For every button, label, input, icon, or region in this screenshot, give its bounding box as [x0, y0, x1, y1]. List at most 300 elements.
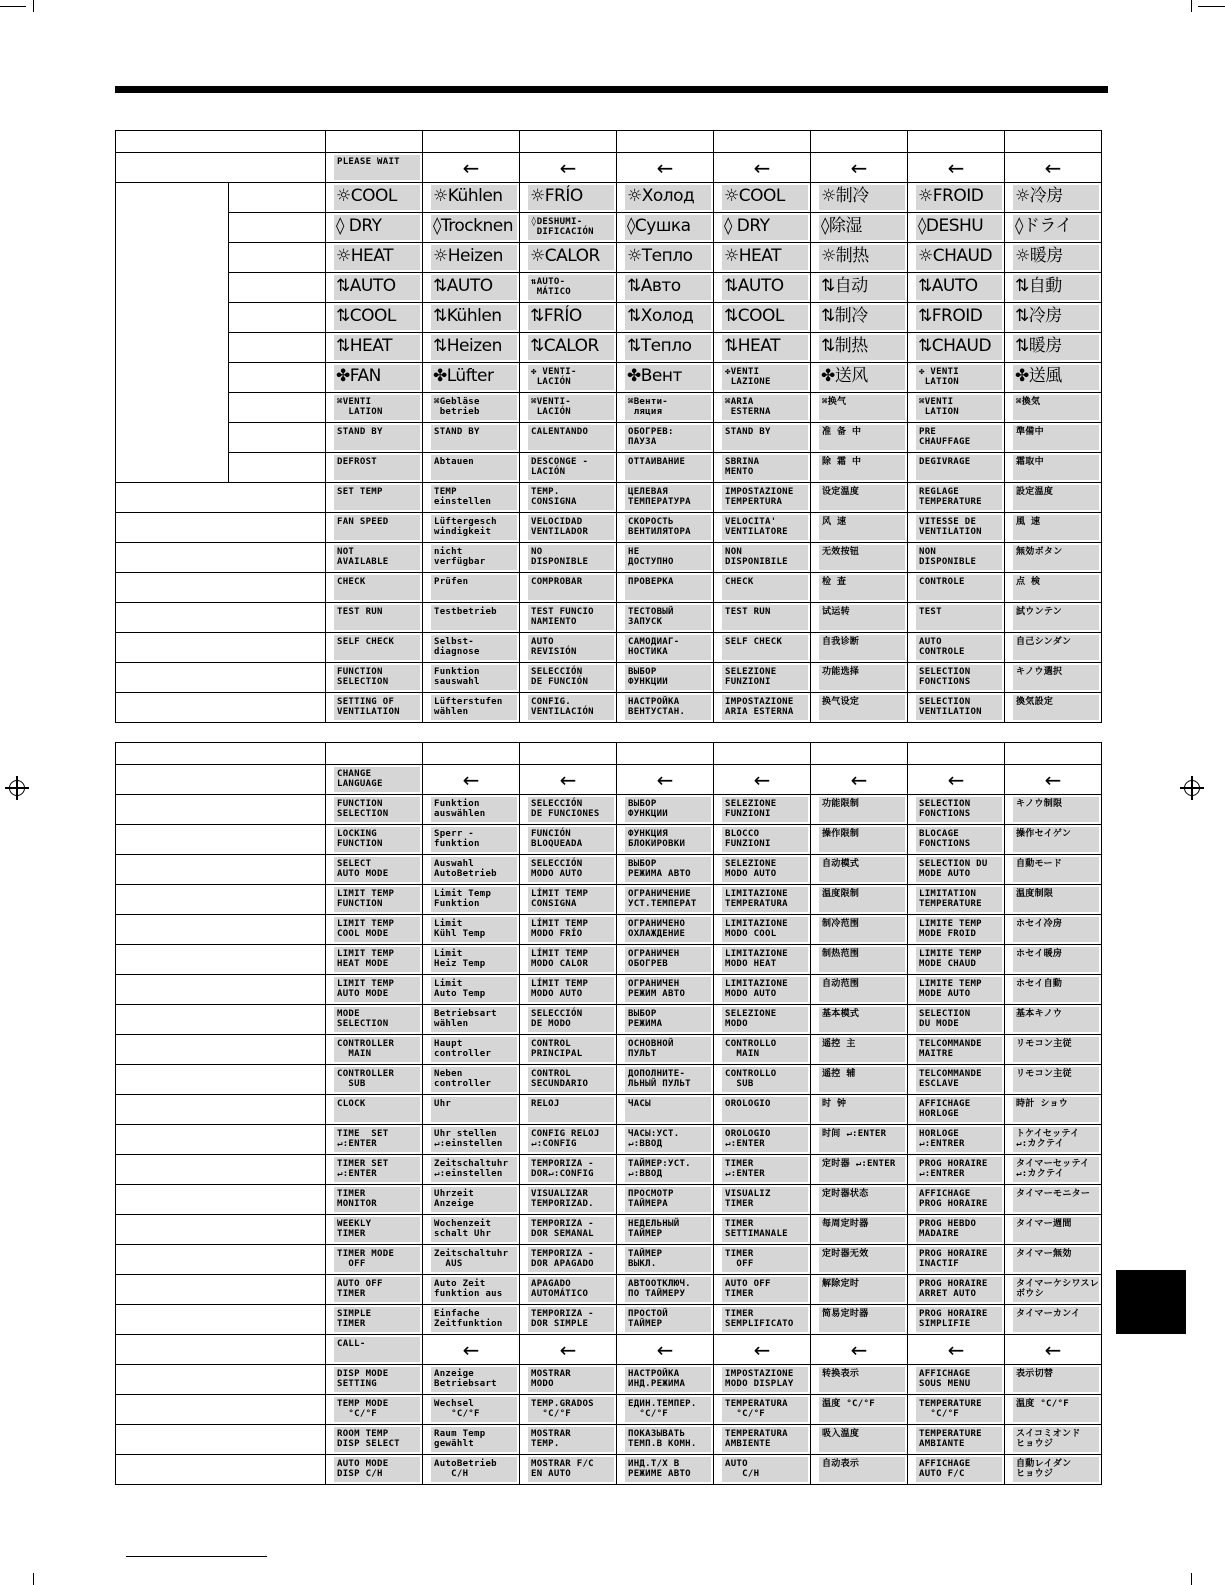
language-cell: [1005, 663, 1102, 693]
language-cell: [714, 663, 811, 693]
lcd-display-text: ROOM TEMP DISP SELECT: [334, 1427, 420, 1452]
language-cell: [423, 573, 520, 603]
row-label-cell: [116, 1275, 326, 1305]
lcd-display-text: CONTROLE: [916, 575, 1002, 600]
language-cell: [326, 573, 423, 603]
language-cell: [617, 795, 714, 825]
lcd-display-text: ☼CHAUD: [916, 245, 1002, 270]
row-label-cell: [116, 795, 326, 825]
language-cell: [714, 333, 811, 363]
table-row: [116, 795, 1102, 825]
language-cell: [811, 243, 908, 273]
language-cell: [811, 183, 908, 213]
language-cell: [811, 603, 908, 633]
language-cell: [326, 1245, 423, 1275]
lcd-display-text: 试运转: [819, 605, 905, 630]
lcd-display-text: TEST: [916, 605, 1002, 630]
lcd-display-text: ЧАСЫ:УСТ. ↵:ВВОД: [625, 1127, 711, 1152]
lcd-display-text: ПОКАЗЫВАТЬ ТЕМП.В КОМН.: [625, 1427, 711, 1452]
language-cell: [1005, 153, 1102, 183]
language-cell: [811, 393, 908, 423]
table-row: [116, 1215, 1102, 1245]
lcd-display-text: LIMITE TEMP MODE FROID: [916, 917, 1002, 942]
lcd-display-text: 设定温度: [819, 485, 905, 510]
row-sublabel-cell: [229, 393, 326, 423]
language-cell: [617, 1245, 714, 1275]
crop-mark-bl-v: [33, 1573, 34, 1585]
lcd-display-text: Limit Auto Temp: [431, 977, 517, 1002]
language-cell: [714, 1155, 811, 1185]
lcd-display-text: Lüftergesch windigkeit: [431, 515, 517, 540]
language-cell: [714, 693, 811, 723]
lcd-display-text: ⇅Авто: [625, 275, 711, 300]
lcd-display-text: CHECK: [334, 575, 420, 600]
language-cell: [1005, 273, 1102, 303]
language-cell: [1005, 573, 1102, 603]
language-cell: [714, 1215, 811, 1245]
lcd-display-text: AUTO MODE DISP C/H: [334, 1457, 420, 1482]
lcd-display-text: НЕДЕЛЬНЫЙ ТАЙМЕР: [625, 1217, 711, 1242]
language-cell: [520, 1005, 617, 1035]
header-language-cell: [617, 743, 714, 765]
lcd-display-text: OROLOGIO: [722, 1097, 808, 1122]
lcd-display-text: Testbetrieb: [431, 605, 517, 630]
language-cell: [714, 1035, 811, 1065]
lcd-display-text: 定时器 ↵:ENTER: [819, 1157, 905, 1182]
lcd-display-text: ⌘Gebläse betrieb: [431, 395, 517, 420]
lcd-display-text: 定时器无效: [819, 1247, 905, 1272]
language-cell: [423, 183, 520, 213]
language-cell: [811, 1095, 908, 1125]
lcd-display-text: Anzeige Betriebsart: [431, 1367, 517, 1392]
language-cell: [811, 915, 908, 945]
header-language-cell: [714, 743, 811, 765]
language-cell: [811, 885, 908, 915]
lcd-display-text: ⌘VENTI LATION: [916, 395, 1002, 420]
lcd-display-text: VITESSE DE VENTILATION: [916, 515, 1002, 540]
lcd-display-text: ☼Heizen: [431, 245, 517, 270]
language-cell: [714, 153, 811, 183]
lcd-display-text: ✤送風: [1013, 365, 1099, 390]
lcd-display-text: SELECTION DU MODE AUTO: [916, 857, 1002, 882]
lcd-display-text: ☼制热: [819, 245, 905, 270]
lcd-display-text: Einfache Zeitfunktion: [431, 1307, 517, 1332]
language-cell: [326, 213, 423, 243]
language-cell: [1005, 1335, 1102, 1365]
language-cell: [423, 795, 520, 825]
lcd-display-text: Funktion auswählen: [431, 797, 517, 822]
language-cell: [811, 213, 908, 243]
lcd-display-text: CALL-: [334, 1337, 420, 1362]
language-cell: [423, 1005, 520, 1035]
language-cell: [908, 945, 1005, 975]
language-cell: [811, 1245, 908, 1275]
language-cell: [908, 243, 1005, 273]
lcd-display-text: 自动表示: [819, 1457, 905, 1482]
header-language-cell: [423, 131, 520, 153]
language-cell: [423, 1365, 520, 1395]
language-cell: [908, 273, 1005, 303]
language-cell: [326, 1305, 423, 1335]
language-cell: [423, 693, 520, 723]
header-language-cell: [423, 743, 520, 765]
language-cell: [520, 885, 617, 915]
lcd-display-text: スイコミオンド ヒョウジ: [1013, 1427, 1099, 1452]
lcd-display-text: LIMITE TEMP MODE CHAUD: [916, 947, 1002, 972]
lcd-display-text: BLOCAGE FONCTIONS: [916, 827, 1002, 852]
lcd-display-text: Zeitschaltuhr AUS: [431, 1247, 517, 1272]
crop-mark-tl-v: [33, 0, 34, 12]
language-cell: [1005, 1005, 1102, 1035]
same-as-english-arrow-icon: ←: [753, 767, 771, 792]
language-cell: [423, 243, 520, 273]
language-cell: [617, 303, 714, 333]
lcd-display-text: 遥控 辅: [819, 1067, 905, 1092]
row-sublabel-cell: [229, 273, 326, 303]
language-cell: [908, 1035, 1005, 1065]
same-as-english-arrow-icon: ←: [850, 1337, 868, 1362]
language-cell: [811, 153, 908, 183]
language-cell: [1005, 1455, 1102, 1485]
lcd-display-text: ⇅Kühlen: [431, 305, 517, 330]
row-label-cell: [116, 975, 326, 1005]
lcd-display-text: Auswahl AutoBetrieb: [431, 857, 517, 882]
crop-mark-tl-h: [0, 6, 26, 7]
lcd-display-text: ⇅CHAUD: [916, 335, 1002, 360]
language-cell: [520, 945, 617, 975]
language-cell: [1005, 975, 1102, 1005]
header-language-cell: [908, 131, 1005, 153]
language-cell: [617, 543, 714, 573]
language-cell: [326, 1065, 423, 1095]
language-cell: [326, 795, 423, 825]
lcd-display-text: LIMITAZIONE MODO COOL: [722, 917, 808, 942]
lcd-display-text: ЧАСЫ: [625, 1097, 711, 1122]
language-cell: [811, 795, 908, 825]
same-as-english-arrow-icon: ←: [850, 155, 868, 180]
language-cell: [811, 1155, 908, 1185]
lcd-display-text: 風 速: [1013, 515, 1099, 540]
language-cell: [326, 825, 423, 855]
language-cell: [1005, 693, 1102, 723]
language-cell: [423, 1215, 520, 1245]
language-cell: [423, 1395, 520, 1425]
lcd-display-text: IMPOSTAZIONE ARIA ESTERNA: [722, 695, 808, 720]
language-cell: [1005, 633, 1102, 663]
language-cell: [908, 1335, 1005, 1365]
language-cell: [520, 1335, 617, 1365]
lcd-display-text: 時計 ショウ: [1013, 1097, 1099, 1122]
language-cell: [520, 213, 617, 243]
lcd-display-text: Uhr: [431, 1097, 517, 1122]
language-cell: [908, 633, 1005, 663]
lcd-display-text: TEMPORIZA - DOR↵:CONFIG: [528, 1157, 614, 1182]
table-row: [116, 303, 1102, 333]
language-cell: [423, 663, 520, 693]
lcd-display-text: Sperr - funktion: [431, 827, 517, 852]
language-cell: [423, 1425, 520, 1455]
row-label-cell: [116, 483, 326, 513]
lcd-display-text: ⇅自動: [1013, 275, 1099, 300]
row-label-cell: [116, 1095, 326, 1125]
language-cell: [908, 765, 1005, 795]
language-cell: [811, 1335, 908, 1365]
lcd-display-text: CHANGE LANGUAGE: [334, 767, 420, 792]
lcd-display-text: ◊除湿: [819, 215, 905, 240]
table-row: [116, 1095, 1102, 1125]
language-cell: [714, 243, 811, 273]
language-cell: [520, 1245, 617, 1275]
language-cell: [811, 693, 908, 723]
language-cell: [811, 825, 908, 855]
row-label-cell: [116, 1065, 326, 1095]
same-as-english-arrow-icon: ←: [656, 155, 674, 180]
lcd-display-text: SET TEMP: [334, 485, 420, 510]
language-cell: [617, 513, 714, 543]
lcd-display-text: STAND BY: [722, 425, 808, 450]
language-cell: [617, 1275, 714, 1305]
row-sublabel-cell: [229, 303, 326, 333]
lcd-display-text: Haupt controller: [431, 1037, 517, 1062]
lcd-display-text: 温度制限: [1013, 887, 1099, 912]
language-cell: [423, 825, 520, 855]
language-cell: [520, 1275, 617, 1305]
language-cell: [714, 363, 811, 393]
lcd-display-text: TEST RUN: [334, 605, 420, 630]
lcd-display-text: MODE SELECTION: [334, 1007, 420, 1032]
language-cell: [617, 153, 714, 183]
lcd-display-text: RELOJ: [528, 1097, 614, 1122]
language-cell: [423, 975, 520, 1005]
lcd-display-text: ◊ドライ: [1013, 215, 1099, 240]
lcd-display-text: ⇅AUTO: [334, 275, 420, 300]
language-cell: [423, 303, 520, 333]
lcd-display-text: Limit Heiz Temp: [431, 947, 517, 972]
language-cell: [423, 1125, 520, 1155]
language-cell: [811, 1425, 908, 1455]
lcd-display-text: COMPROBAR: [528, 575, 614, 600]
language-cell: [714, 1395, 811, 1425]
language-cell: [811, 363, 908, 393]
lcd-display-text: CONFIG. VENTILACIÓN: [528, 695, 614, 720]
table-row: [116, 1365, 1102, 1395]
language-cell: [908, 333, 1005, 363]
same-as-english-arrow-icon: ←: [753, 155, 771, 180]
table-row: [116, 333, 1102, 363]
lcd-display-text: LIMIT TEMP FUNCTION: [334, 887, 420, 912]
lcd-display-text: TIMER OFF: [722, 1247, 808, 1272]
lcd-display-text: SELECCIÓN DE FUNCIÓN: [528, 665, 614, 690]
lcd-display-text: LIMITATION TEMPERATURE: [916, 887, 1002, 912]
language-cell: [326, 855, 423, 885]
lcd-display-text: TIMER SEMPLIFICATO: [722, 1307, 808, 1332]
lcd-display-text: ОБОГРЕВ: ПАУЗА: [625, 425, 711, 450]
table-row: [116, 975, 1102, 1005]
language-cell: [423, 333, 520, 363]
lcd-display-text: 检 查: [819, 575, 905, 600]
lcd-display-text: Uhrzeit Anzeige: [431, 1187, 517, 1212]
lcd-display-text: ✤送风: [819, 365, 905, 390]
language-cell: [811, 1305, 908, 1335]
lcd-display-text: ⌘VENTI LATION: [334, 395, 420, 420]
language-cell: [617, 945, 714, 975]
lcd-display-text: ⇅暖房: [1013, 335, 1099, 360]
language-cell: [520, 663, 617, 693]
table-row: [116, 1275, 1102, 1305]
language-cell: [908, 183, 1005, 213]
language-cell: [714, 1125, 811, 1155]
lcd-display-text: ☼Холод: [625, 185, 711, 210]
language-cell: [423, 1305, 520, 1335]
language-cell: [811, 513, 908, 543]
language-cell: [423, 765, 520, 795]
language-cell: [908, 1455, 1005, 1485]
language-cell: [811, 333, 908, 363]
lcd-display-text: タイマー無効: [1013, 1247, 1099, 1272]
language-cell: [1005, 303, 1102, 333]
language-cell: [714, 1095, 811, 1125]
language-cell: [520, 153, 617, 183]
language-cell: [714, 1065, 811, 1095]
lcd-display-text: CLOCK: [334, 1097, 420, 1122]
lcd-display-text: 温度限制: [819, 887, 905, 912]
header-label-cell: [116, 131, 326, 153]
lcd-display-text: 无效按钮: [819, 545, 905, 570]
lcd-display-text: 自动模式: [819, 857, 905, 882]
lcd-display-text: CONTROLLO SUB: [722, 1067, 808, 1092]
lcd-display-text: DISP MODE SETTING: [334, 1367, 420, 1392]
lcd-display-text: 解除定时: [819, 1277, 905, 1302]
language-cell: [520, 795, 617, 825]
language-cell: [1005, 945, 1102, 975]
table-row: [116, 363, 1102, 393]
language-cell: [811, 663, 908, 693]
lcd-display-text: LIMITAZIONE MODO AUTO: [722, 977, 808, 1002]
same-as-english-arrow-icon: ←: [656, 1337, 674, 1362]
language-cell: [908, 1275, 1005, 1305]
language-cell: [714, 855, 811, 885]
lcd-display-text: ☼冷房: [1013, 185, 1099, 210]
language-cell: [326, 693, 423, 723]
language-cell: [908, 213, 1005, 243]
language-cell: [326, 603, 423, 633]
lcd-display-text: ✤Вент: [625, 365, 711, 390]
language-cell: [1005, 885, 1102, 915]
same-as-english-arrow-icon: ←: [656, 767, 674, 792]
language-cell: [520, 855, 617, 885]
lcd-display-text: НАСТРОЙКА ИНД.РЕЖИМА: [625, 1367, 711, 1392]
lcd-display-text: ⇅自动: [819, 275, 905, 300]
language-cell: [617, 1365, 714, 1395]
language-cell: [617, 693, 714, 723]
language-cell: [423, 543, 520, 573]
table-header-row: [116, 743, 1102, 765]
language-cell: [1005, 1365, 1102, 1395]
lcd-display-text: LIMITAZIONE MODO HEAT: [722, 947, 808, 972]
lcd-display-text: ホセイ暖房: [1013, 947, 1099, 972]
language-cell: [1005, 1125, 1102, 1155]
lcd-display-text: ВЫБОР ФУНКЦИИ: [625, 665, 711, 690]
language-cell: [617, 633, 714, 663]
language-cell: [326, 945, 423, 975]
language-cell: [617, 1095, 714, 1125]
table-row: [116, 1395, 1102, 1425]
lcd-display-text: ☼HEAT: [334, 245, 420, 270]
row-label-cell: [116, 603, 326, 633]
language-cell: [423, 1455, 520, 1485]
lcd-display-text: ИНД.Т/Х В РЕЖИМЕ АВТО: [625, 1457, 711, 1482]
lcd-display-text: 自己シンダン: [1013, 635, 1099, 660]
lcd-display-text: ⌘换气: [819, 395, 905, 420]
row-label-cell: [116, 1245, 326, 1275]
language-cell: [908, 1305, 1005, 1335]
lcd-display-text: MOSTRAR MODO: [528, 1367, 614, 1392]
language-cell: [520, 1065, 617, 1095]
language-cell: [520, 1185, 617, 1215]
language-cell: [326, 1035, 423, 1065]
language-cell: [423, 1335, 520, 1365]
header-language-cell: [714, 131, 811, 153]
lcd-display-text: STAND BY: [334, 425, 420, 450]
lcd-display-text: SELECTION DU MODE: [916, 1007, 1002, 1032]
lcd-display-text: ◊Trocknen: [431, 215, 517, 240]
language-cell: [1005, 765, 1102, 795]
display-text-table-2: [115, 742, 1102, 1485]
language-cell: [617, 573, 714, 603]
table-row: [116, 1335, 1102, 1365]
lcd-display-text: ЦЕЛЕВАЯ ТЕМПЕРАТУРА: [625, 485, 711, 510]
lcd-display-text: Lüfterstufen wählen: [431, 695, 517, 720]
row-label-cell: [116, 573, 326, 603]
lcd-display-text: ОГРАНИЧЕНО ОХЛАЖДЕНИЕ: [625, 917, 711, 942]
lcd-display-text: НАСТРОЙКА ВЕНТУСТАН.: [625, 695, 711, 720]
lcd-display-text: CONTROLLER SUB: [334, 1067, 420, 1092]
language-cell: [617, 663, 714, 693]
same-as-english-arrow-icon: ←: [947, 1337, 965, 1362]
lcd-display-text: TIME SET ↵:ENTER: [334, 1127, 420, 1152]
language-cell: [423, 915, 520, 945]
language-cell: [520, 573, 617, 603]
language-cell: [326, 243, 423, 273]
language-cell: [908, 393, 1005, 423]
row-sublabel-cell: [229, 243, 326, 273]
lcd-display-text: ТЕСТОВЫЙ ЗАПУСК: [625, 605, 711, 630]
language-cell: [423, 945, 520, 975]
lcd-display-text: 自動レイダン ヒョウジ: [1013, 1457, 1099, 1482]
language-cell: [714, 183, 811, 213]
lcd-display-text: ДОПОЛНИТЕ- ЛЬНЫЙ ПУЛЬТ: [625, 1067, 711, 1092]
lcd-display-text: FAN SPEED: [334, 515, 420, 540]
lcd-display-text: 基本キノウ: [1013, 1007, 1099, 1032]
language-cell: [617, 885, 714, 915]
language-cell: [326, 1455, 423, 1485]
language-cell: [617, 1215, 714, 1245]
language-cell: [423, 1065, 520, 1095]
language-cell: [714, 1275, 811, 1305]
language-cell: [520, 1125, 617, 1155]
lcd-display-text: 自我诊断: [819, 635, 905, 660]
language-cell: [617, 273, 714, 303]
language-cell: [520, 453, 617, 483]
language-cell: [1005, 543, 1102, 573]
lcd-display-text: ◊DESHU: [916, 215, 1002, 240]
lcd-display-text: タイマーカンイ: [1013, 1307, 1099, 1332]
lcd-display-text: VISUALIZ TIMER: [722, 1187, 808, 1212]
lcd-display-text: LÍMIT TEMP MODO FRÍO: [528, 917, 614, 942]
lcd-display-text: ✤FAN: [334, 365, 420, 390]
table-row: [116, 1245, 1102, 1275]
lcd-display-text: 时 钟: [819, 1097, 905, 1122]
